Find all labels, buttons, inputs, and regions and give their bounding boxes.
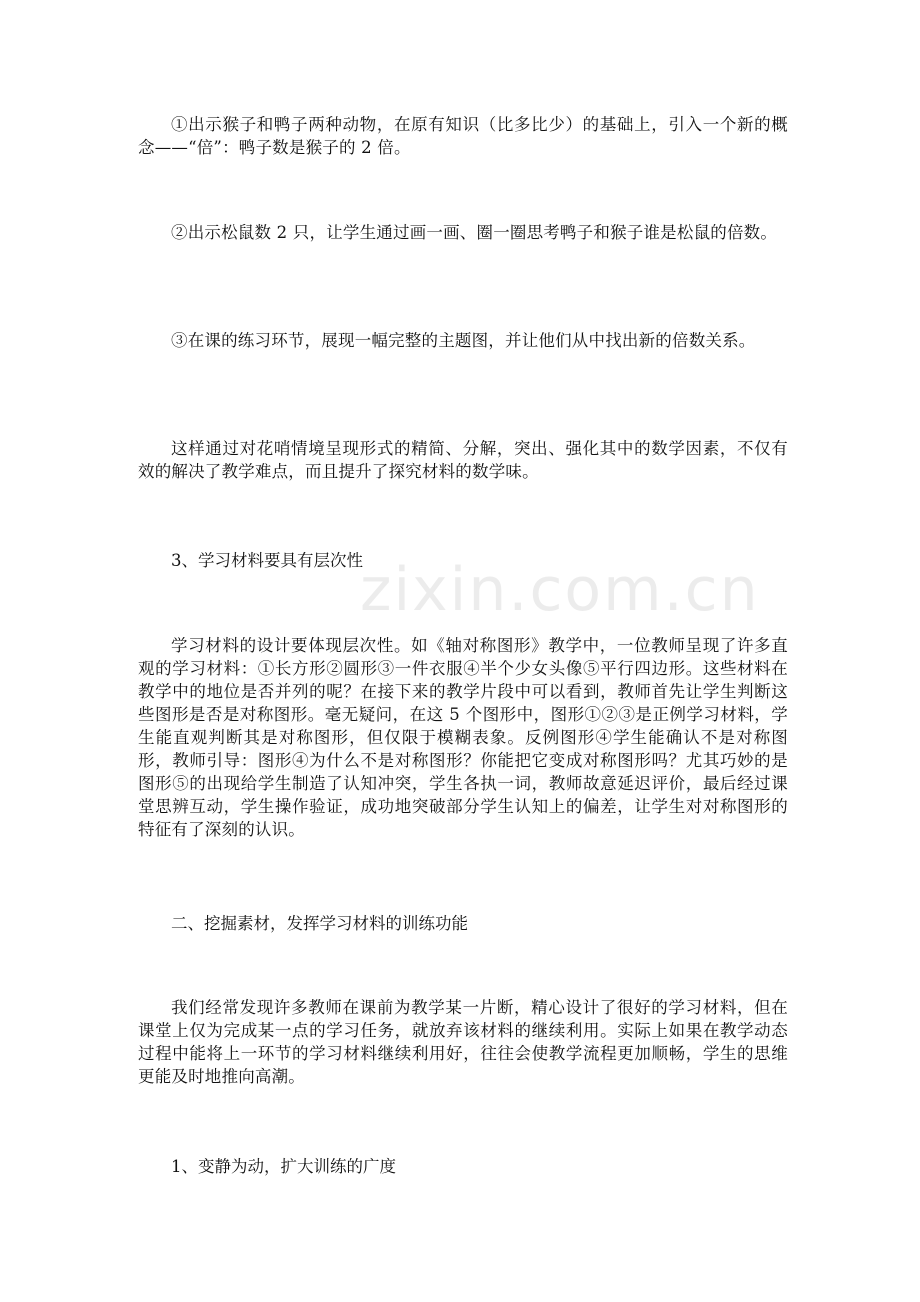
paragraph-reuse-materials: 我们经常发现许多教师在课前为教学某一片断，精心设计了很好的学习材料，但在课堂上仅为完成某一点的学习任务，就放弃该材料的继续利用。实际上如果在教学动态过程中能将上一环节的学习材料继续利用好，往往会使教学流程更加顺畅，学生的思维更能及时地推向高潮。 bbox=[138, 998, 788, 1086]
watermark: zixin.com.cn bbox=[360, 555, 760, 625]
section-heading-3: 3、学习材料要具有层次性 bbox=[171, 551, 363, 570]
paragraph-monkey-duck: ①出示猴子和鸭子两种动物，在原有知识（比多比少）的基础上，引入一个新的概念——“倍”：鸭子数是猴子的 2 倍。 bbox=[138, 115, 788, 157]
paragraph-practice: ③在课的练习环节，展现一幅完整的主题图，并让他们从中找出新的倍数关系。 bbox=[171, 331, 756, 350]
section-heading-two: 二、挖掘素材，发挥学习材料的训练功能 bbox=[171, 914, 468, 933]
paragraph-summary: 这样通过对花哨情境呈现形式的精简、分解，突出、强化其中的数学因素，不仅有效的解决了教学难点，而且提升了探究材料的数学味。 bbox=[138, 439, 788, 481]
section-heading-1: 1、变静为动，扩大训练的广度 bbox=[171, 1157, 396, 1176]
paragraph-squirrel: ②出示松鼠数 2 只，让学生通过画一画、圈一圈思考鸭子和猴子谁是松鼠的倍数。 bbox=[171, 223, 778, 242]
paragraph-hierarchy: 学习材料的设计要体现层次性。如《轴对称图形》教学中，一位教师呈现了许多直观的学习材料：①长方形②圆形③一件衣服④半个少女头像⑤平行四边形。这些材料在教学中的地位是否并列的呢？在接下来的教学片段中可以看到，教师首先让学生判断这些图形是否是对称图形。毫无疑问，在这 5 个图形中，图形①②③是正例学习材料，学生能直观判断其是对称图形，但仅限于模糊表象。反例图形④学生能确认不是对称图形，教师引导：图形④为什么不是对称图形？你能把它变成对称图形吗？尤其巧妙的是图形⑤的出现给学生制造了认知冲突，学生各执一词，教师故意延迟评价，最后经过课堂思辨互动，学生操作验证，成功地突破部分学生认知上的偏差，让学生对对称图形的特征有了深刻的认识。 bbox=[138, 636, 788, 839]
